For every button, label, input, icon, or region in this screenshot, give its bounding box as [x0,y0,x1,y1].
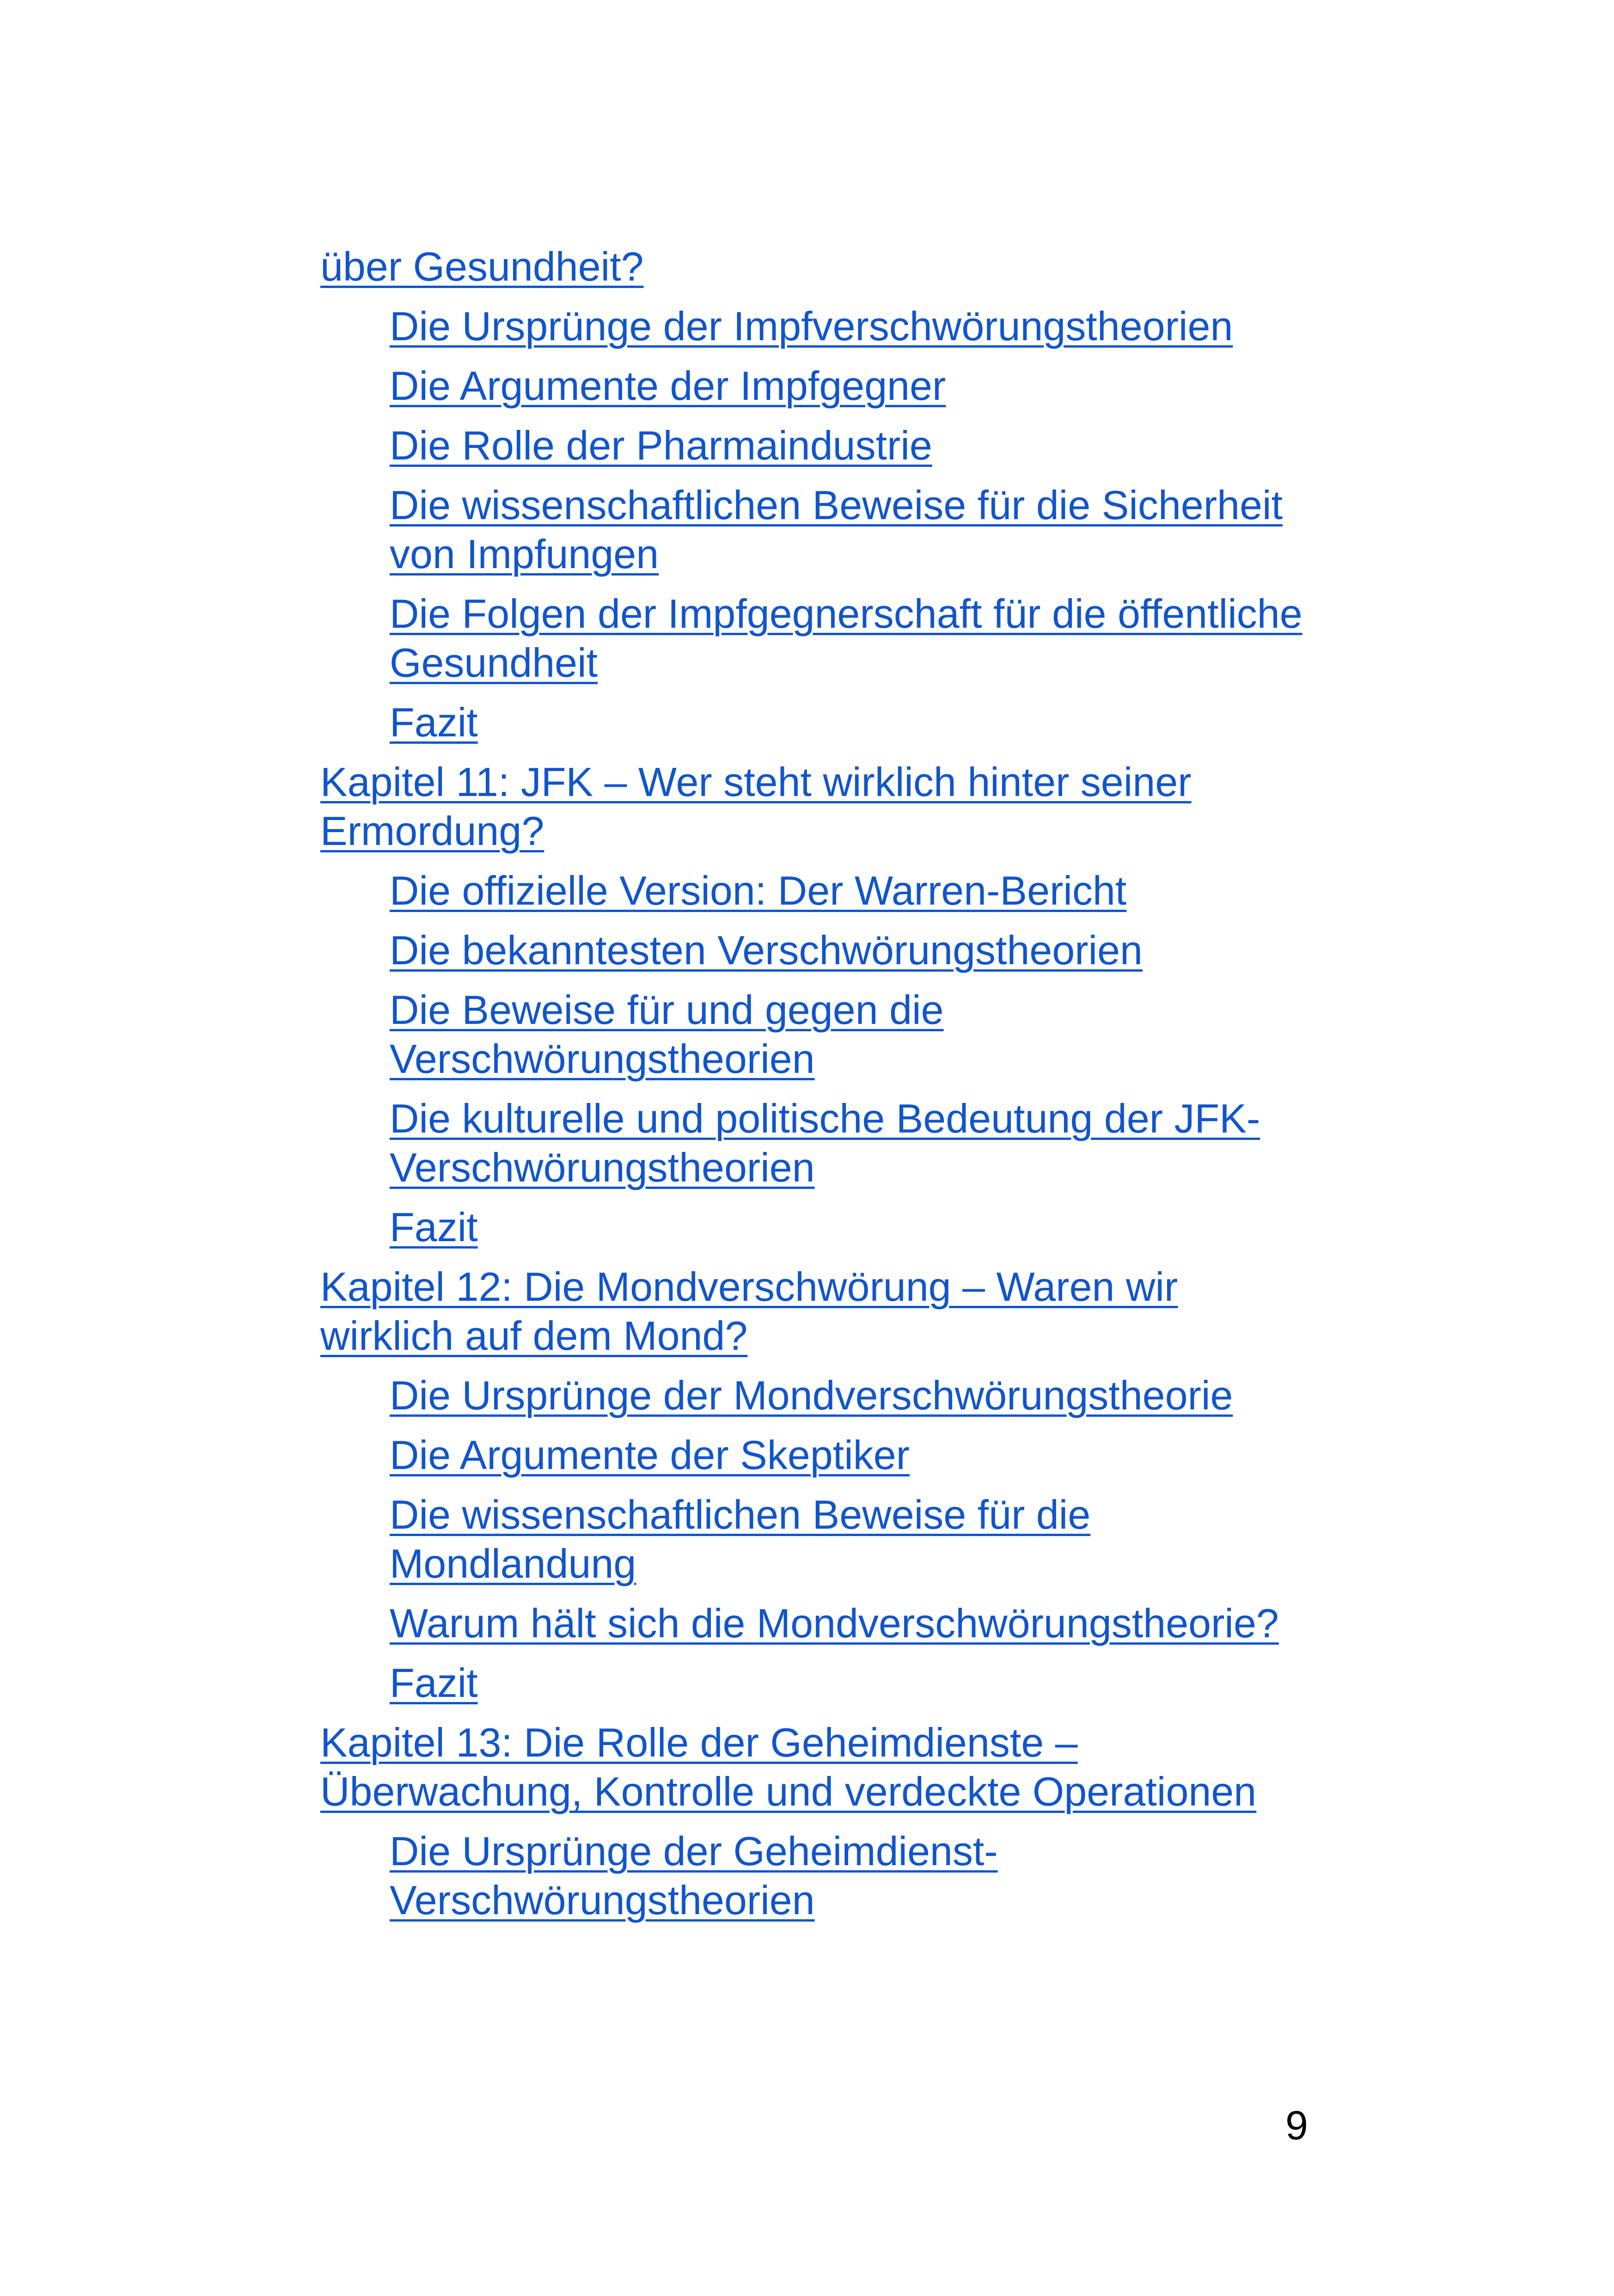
page-number: 9 [1285,2102,1308,2148]
toc-section-link[interactable]: Die Ursprünge der Geheimdienst-Verschwörungstheorien [390,1828,998,1923]
toc-section-link[interactable]: Fazit [390,1660,478,1706]
toc-section-link[interactable]: Die bekanntesten Verschwörungstheorien [390,927,1143,973]
toc-section-link[interactable]: Die Ursprünge der Impfverschwörungstheorien [390,303,1233,349]
toc-section-link[interactable]: Die wissenschaftlichen Beweise für die Sicherheit von Impfungen [390,482,1283,577]
toc-chapter-link[interactable]: über Gesundheit? [320,244,644,289]
toc-section-link[interactable]: Die Ursprünge der Mondverschwörungstheorie [390,1372,1233,1418]
toc-section-link[interactable]: Die wissenschaftlichen Beweise für die Mondlandung [390,1492,1091,1586]
toc-chapter-link[interactable]: Kapitel 11: JFK – Wer steht wirklich hinter seiner Ermordung? [320,759,1192,854]
toc-section-link[interactable]: Die offizielle Version: Der Warren-Bericht [390,868,1127,913]
toc-section-link[interactable]: Die kulturelle und politische Bedeutung der JFK-Verschwörungstheorien [390,1096,1260,1190]
toc-section-link[interactable]: Fazit [390,1204,478,1250]
toc-section-link[interactable]: Die Argumente der Impfgegner [390,363,946,409]
toc-section-link[interactable]: Die Argumente der Skeptiker [390,1432,910,1478]
toc-chapter-link[interactable]: Kapitel 13: Die Rolle der Geheimdienste – Überwachung, Kontrolle und verdeckte Operationen [320,1720,1257,1814]
toc-section-link[interactable]: Die Folgen der Impfgegnerschaft für die öffentliche Gesundheit [390,591,1302,686]
toc-chapter-link[interactable]: Kapitel 12: Die Mondverschwörung – Waren wir wirklich auf dem Mond? [320,1264,1178,1359]
toc-section-link[interactable]: Warum hält sich die Mondverschwörungstheorie? [390,1600,1279,1646]
toc-section-link[interactable]: Die Beweise für und gegen die Verschwörungstheorien [390,987,944,1082]
toc-section-link[interactable]: Fazit [390,699,478,745]
table-of-contents [320,242,1383,1935]
toc-section-link[interactable]: Die Rolle der Pharmaindustrie [390,422,932,468]
